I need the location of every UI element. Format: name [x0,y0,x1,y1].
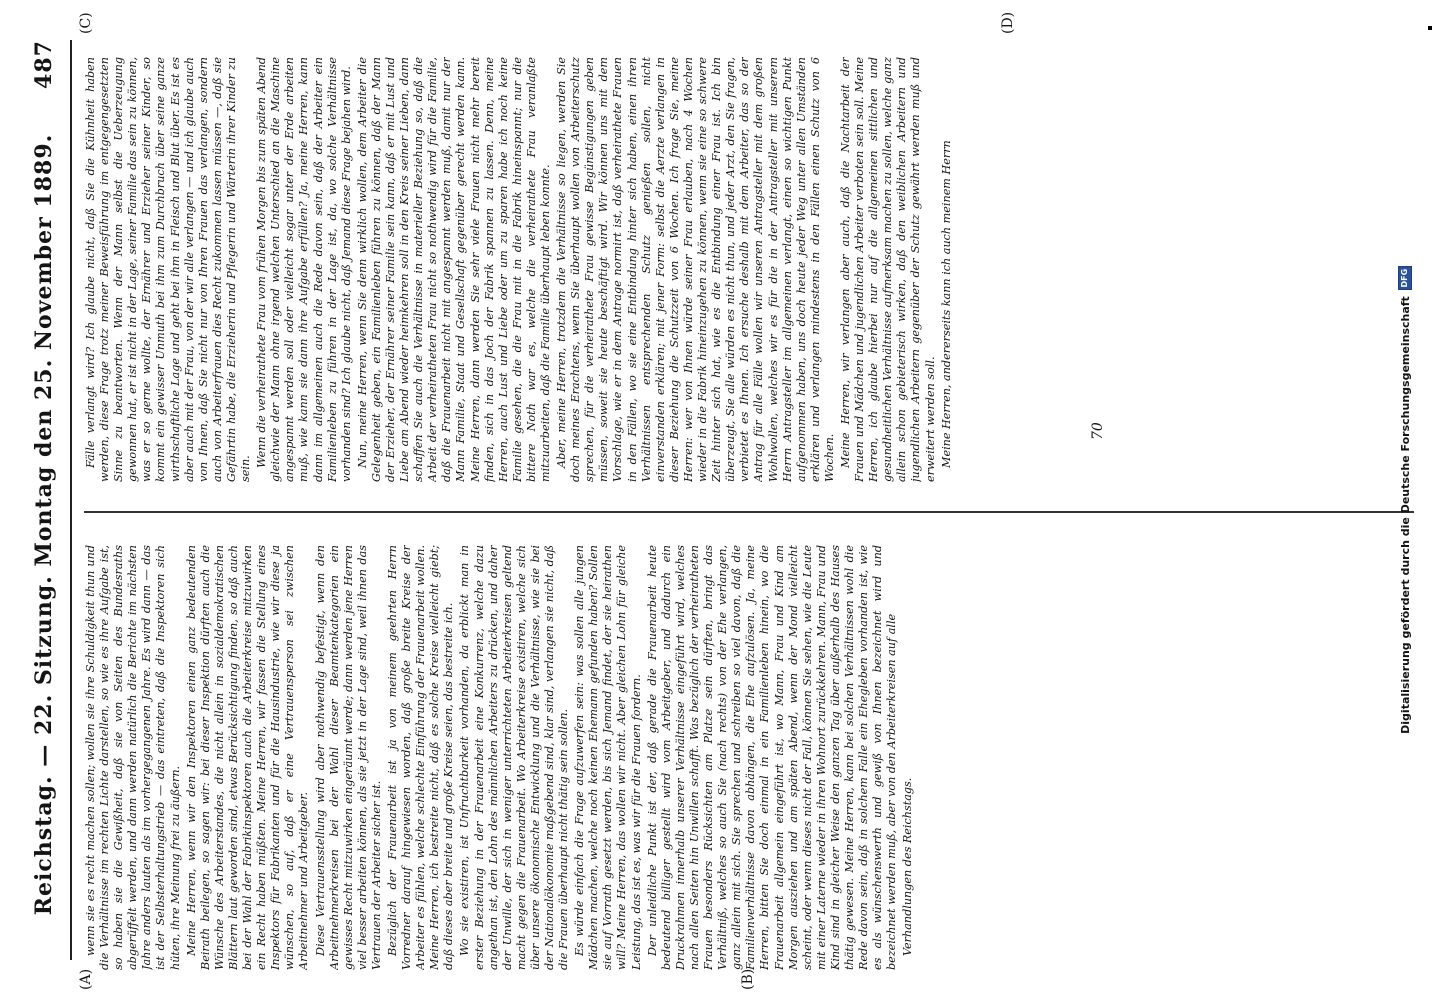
paragraph: Es würde einfach die Frage aufzuwerfen sein: was sollen alle jungen Mädchen machen, welche noch keinen Ehemann gefunden haben? Sollen sie auf Vorrath gesetzt werden, bis sich Jemand findet, der sie heirathen will? Meine Herren, das wollen wir nicht. Aber gleichen Lohn für gleiche Leistung, das ist es, was wir für die Frauen fordern. [573,545,643,970]
paragraph: Aber, meine Herren, trotzdem die Verhältnisse so liegen, werden Sie doch meines Erachtens, wenn Sie überhaupt wollen von Arbeiterschutz sprechen, für die verheirathete Frau gewisse Begünstigungen geben müssen, soweit sie heute beschäftigt wird. Wir können uns mit dem Vorschlage, wie er in dem Antrage normirt ist, daß verheirathete Frauen in den Fällen, wo sie eine Entbindung hinter sich haben, einen ihren Verhältnissen entsprechenden Schutz genießen sollen, nicht einverstanden erklären; mit jener Form: selbst die Aerzte verlangen in dieser Beziehung die Schutzzeit von 6 Wochen. Ich frage Sie, meine Herren: wer von Ihnen würde seiner Frau erlauben, nach 4 Wochen wieder in die Fabrik hineinzugehen zu können, wenn sie eine so schwere Zeit hinter sich hat, wie es die Entbindung einer Frau ist. Ich bin überzeugt, Sie alle würden es nicht thun, und jeder Arzt, den Sie fragen, verbietet es Ihnen. Ich ersuche deshalb mit dem Arbeiter, das so der Antrag für alle Fälle wollen wir unseren Antragsteller mit dem großen Wohlwollen, welches wir es für die in der Antragsteller mit unserem Herrn Antragsteller im allgemeinen verlangt, einen so wichtigen Punkt aufgenommen haben, uns doch heute jeder Weg unter allen Umständen erklären und verlangen mindestens in den Fällen einen Schutz von 6 Wochen. [555,57,836,482]
right-column [84,57,1064,482]
signature-mark: 70 [1090,422,1106,440]
paragraph: Meine Herren, wir verlangen aber auch, daß die Nachtarbeit der Frauen und Mädchen und jugendlichen Arbeiter verboten sein soll. Meine Herren, ich glaube hierbei nur auf die allgemeinen sittlichen und gesundheitlichen Verhältnisse aufmerksam machen zu sollen, welche ganz allein schon gebieterisch wirken, daß den weiblichen Arbeitern und jugendlichen Arbeitern gegenüber der Schutz gewährt werden muß und erweitert werden soll. [838,57,937,482]
page-title: Reichstag. — 22. Sitzung. Montag den 25. November 1889. [31,133,57,916]
paragraph: Nun, meine Herren, wenn Sie denn wirklich wollen, dem Arbeiter die Gelegenheit geben, ein Familienleben führen zu können, daß der Mann der Erzieher, der Ernährer seiner Familie sein kann, daß er mit Lust und Liebe am Abend wieder heimkehren soll in den Kreis seiner Lieben, dann schaffen Sie auch die Verhältnisse in materieller Beziehung so, daß die Arbeit der verheiratheten Frau nicht so nothwendig wird für die Familie, daß die Frauenarbeit nicht mit angespannt werden muß, damit nur der Mann Familie, Staat und Gesellschaft gegenüber gerecht werden kann. Meine Herren, dann werden Sie sehr viele Frauen nicht mehr bereit finden, sich in das Joch der Fabrik spannen zu lassen. Denn, meine Herren, auch Lust und Liebe oder um zu sparen habe ich noch keine Familie gesehen, die die Frau mit in die Fabrik hineinspannt; nur die bittere Noth war es, welche die verheirathete Frau veranlaßte mitzuarbeiten, daß die Familie überhaupt leben konnte. [355,57,552,482]
margin-mark-a: (A) [78,968,94,990]
column-footer: Verhandlungen des Reichstags. [901,777,915,956]
digitization-footer [1395,0,1415,1000]
margin-mark-c: (C) [78,12,94,34]
page-header [24,40,64,960]
paragraph: Fälle verlangt wird? Ich glaube nicht, daß Sie die Kühnheit haben werden, diese Frage trotz meiner Beweisführung im entgegengesetzten Sinne zu beantworten. Wenn der Mann selbst die Ueberzeugung gewonnen hat, er ist nicht in der Lage, seiner Familie das sein zu können, was er so gerne wollte, der Ernährer und Erzieher seiner Kinder, so kommt ein gewisser Unmuth bei ihm zum Durchbruch über seine ganze wirthschaftliche Lage und geht bei ihm in Fleisch und Blut über. Es ist es aber auch mit der Frau, von der wir alle verlangen — und ich glaube auch von Ihnen, daß Sie nicht nur von Ihren Frauen das verlangen, sondern auch von Arbeiterfrauen dies Recht zukommen lassen müssen —, daß sie Gefährtin habe, die Erzieherin und Pflegerin und Wärterin ihrer Kinder zu sein. [84,57,253,482]
margin-mark-b: (B) [740,968,756,990]
paragraph: Wo sie existiren, ist Unfruchtbarkeit vorhanden, da erblickt man in erster Beziehung in der Frauenarbeit eine Konkurrenz, welche dazu angethan ist, den Lohn des männlichen Arbeiters zu drücken, und daher der Unwille, der sich in weniger unterrichteten Arbeiterkreisen geltend macht gegen die Frauenarbeit. Wo Arbeiterkreise existiren, welche sich über unsere ökonomische Entwicklung und die Verhältnisse, wie sie bei der Nationalökonomie maßgebend sind, klar sind, verlangen sie nicht, daß die Frauen überhaupt nicht thätig sein sollen. [458,545,571,970]
margin-mark-d: (D) [1000,11,1016,34]
dfg-logo-icon: DFG [1398,266,1412,290]
paragraph: Meine Herren, andererseits kann ich auch meinem Herrn [939,140,953,468]
column-divider [84,511,1414,513]
paragraph: Der unleidliche Punkt ist der, daß gerade die Frauenarbeit heute bedeutend billiger gestellt wird vom Arbeitgeber, und dadurch ein Druckrahmen innerhalb unserer Verhältnisse eingeführt wird, welches nach allen Seiten hin Unwillen schafft. Was bezüglich der verheiratheten Frauen besonders Rücksichten am Platze sein dürften, bringt das Verhältniß, welches so auch Sie (nach rechts) von der Ehe verlangen, ganz allein mit sich. Sie sprechen und schreiben so viel davon, daß die Familienverhältnisse davon abhängen, die Ehe aufzulösen. Ja, meine Herren, bitten Sie doch einmal in ein Familienleben hinein, wo die Frauenarbeit allgemein eingeführt ist, wo Mann, Frau und Kind am Morgen ausziehen und am späten Abend, wenn der Mond vielleicht scheint, oder wenn dieses nicht der Fall, können Sie sehen, wie die Leute mit einer Laterne wieder in ihren Wohnort zurückkehren. Mann, Frau und Kind sind in gleicher Weise den ganzen Tag über außerhalb des Hauses thätig gewesen. Meine Herren, kann bei solchen Verhältnissen wohl die Rede davon sein, daß in solchem Falle ein Ehegleben vorhanden ist, wie es als wünschenswerth und gewiß von Ihnen bezeichnet wird und bezeichnet werden muß, aber von den Arbeiterkreisen auf alle [645,545,899,970]
paragraph: Meine Herren, wenn wir den Inspektoren einen ganz bedeutenden Beirath beilegen, so sagen wir: bei dieser Inspektion dürften auch die Wünsche des Arbeiterstandes, die nicht allein in sozialdemokratischen Blättern laut geworden sind, etwas Berücksichtigung finden, so daß auch bei der Wahl der Fabrikinspektoren auch die Arbeiterkreise mitzuwirken ein Recht haben müßten. Meine Herren, wir fassen die Stellung eines Inspektors für Fabrikanten und für die Hausindustrie, wie wir diese ja wünschen, so auf, daß er eine Vertrauensperson sei zwischen Arbeitnehmer und Arbeitgeber. [184,545,311,970]
paragraph: wenn sie es recht machen sollen; wollen sie ihre Schuldigkeit thun und die Verhältnisse im rechten Lichte darstellen, so wie es ihre Aufgabe ist, so haben sie die Gewißheit, daß sie von Seiten des Bundesraths abgerüffelt werden, und dann werden natürlich die Berichte im nächsten Jahre anders lauten als im vorhergegangenen Jahre. Es wird dann — das ist der Selbsterhaltungstrieb — das eintreten, daß die Inspektoren sich hüten, ihre Meinung frei zu äußern. [84,545,182,970]
paragraph: Bezüglich der Frauenarbeit ist ja von meinem geehrten Herrn Vorredner darauf hingewiesen worden, daß große breite Kreise der Arbeiter es fühlen, welche schlechte Einführung der Frauenarbeit wollen. Meine Herren, ich bestreite nicht, daß es solche Kreise vielleicht giebt; daß dieses aber breite und große Kreise seien, das bestreite ich. [385,545,456,970]
footer-text: Digitalisierung gefördert durch die Deutsche Forschungsgemeinschaft [1398,296,1412,734]
header-rule [70,40,72,960]
left-column [84,545,954,970]
paragraph: Wenn die verheirathete Frau vom frühen Morgen bis zum späten Abend gleichwie der Mann ohne irgend welchen Unterschied an die Maschine angespannt werden soll oder vielleicht sogar unter der Erde arbeiten muß, wie kann sie dann ihre Aufgabe erfüllen? Ja, meine Herren, kann dann im allgemeinen auch die Rede davon sein, daß der Arbeiter ein Familienleben zu führen in der Lage ist, da, wo solche Verhältnisse vorhanden sind? Ich glaube nicht, daß Jemand diese Frage bejahen wird. [255,57,353,482]
paragraph: Diese Vertrauensstellung wird aber nothwendig befestigt, wenn den Arbeitnehmerkreisen bei der Wahl dieser Beamtenkategorien ein gewisses Recht mitzuwirken eingeräumt werde; dann werden jene Herren viel besser arbeiten können, als sie jetzt in der Lage sind, weil ihnen das Vertrauen der Arbeiter sicher ist. [313,545,383,970]
page-number: 487 [31,40,57,89]
